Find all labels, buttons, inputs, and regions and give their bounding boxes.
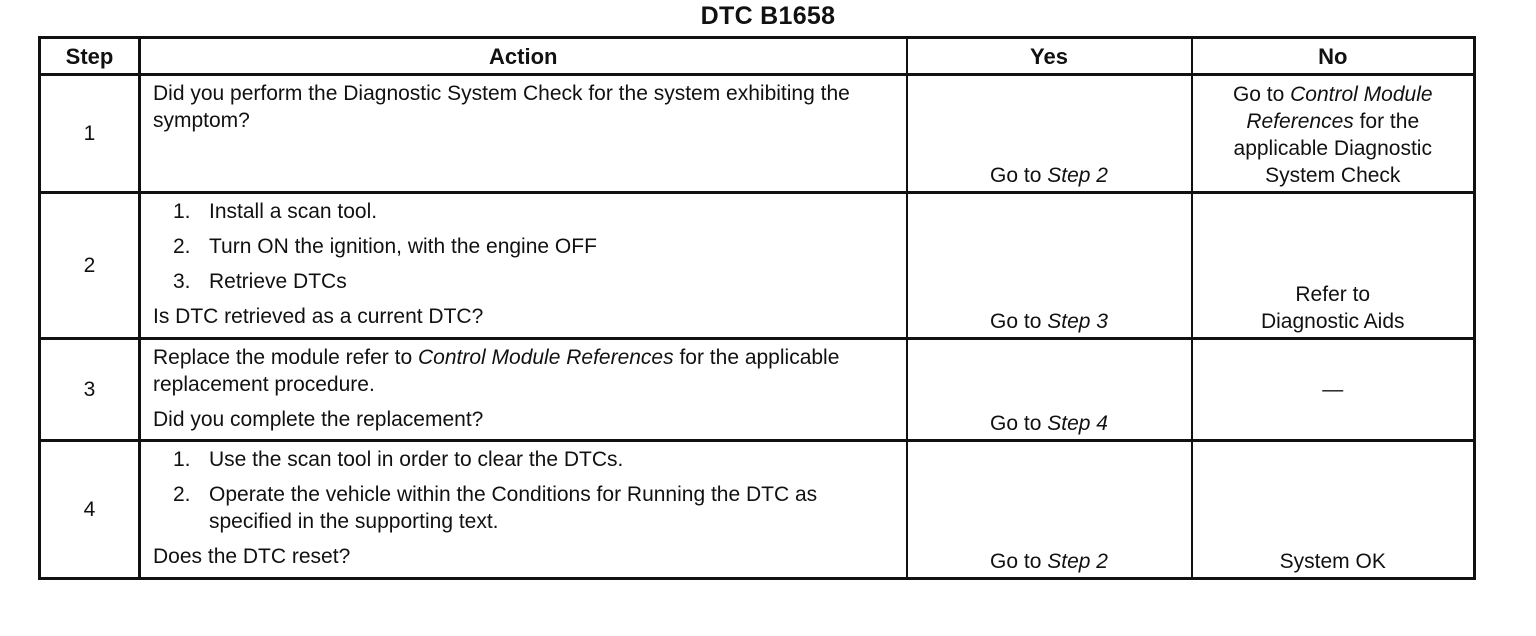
no-cell <box>1192 75 1475 193</box>
action-cell <box>140 75 907 193</box>
action-cell <box>140 193 907 339</box>
list-item-number: 2. <box>173 483 191 506</box>
header-row <box>40 38 1475 75</box>
yes-cell <box>907 441 1192 579</box>
list-item <box>153 446 894 473</box>
step-number: 2 <box>40 193 140 339</box>
page-title: DTC B1658 <box>700 2 836 30</box>
list-item-text: Retrieve DTCs <box>209 270 347 293</box>
action-text <box>153 344 894 398</box>
step-number: 3 <box>40 339 140 441</box>
action-question: Is DTC retrieved as a current DTC? <box>153 305 484 328</box>
action-cell <box>140 441 907 579</box>
step-number: 4 <box>40 441 140 579</box>
no-suffix: for the applicable Diagnostic System Check <box>1233 110 1432 187</box>
list-item-text: Use the scan tool in order to clear the DTCs. <box>209 448 624 471</box>
yes-cell <box>907 339 1192 441</box>
document-reference: Control Module References <box>1246 83 1433 133</box>
no-text: Refer to Diagnostic Aids <box>1260 283 1405 333</box>
table-row <box>40 75 1475 193</box>
yes-prefix: Go to <box>990 310 1048 333</box>
no-text: — <box>1322 378 1344 401</box>
yes-prefix: Go to <box>990 550 1048 573</box>
header-yes: Yes <box>907 38 1192 75</box>
action-steps-list <box>153 198 894 295</box>
no-prefix: Go to <box>1232 83 1291 106</box>
action-question: Does the DTC reset? <box>153 545 351 568</box>
table-row <box>40 441 1475 579</box>
yes-cell <box>907 75 1192 193</box>
step-reference: Step 3 <box>1047 310 1108 333</box>
list-item-text: Operate the vehicle within the Conditions for Running the DTC as specified in the supporting text. <box>209 483 818 533</box>
diagnostic-table <box>38 36 1476 580</box>
list-item-number: 1. <box>173 200 191 223</box>
step-reference: Step 2 <box>1047 164 1108 187</box>
document-reference: Control Module References <box>417 346 674 369</box>
list-item <box>153 198 894 225</box>
list-item-number: 2. <box>173 235 191 258</box>
action-text: Did you perform the Diagnostic System Check for the system exhibiting the symptom? <box>153 82 850 132</box>
table-row <box>40 339 1475 441</box>
no-text: System OK <box>1279 550 1386 573</box>
header-action: Action <box>140 38 907 75</box>
yes-prefix: Go to <box>990 412 1048 435</box>
list-item-number: 3. <box>173 270 191 293</box>
list-item-text: Turn ON the ignition, with the engine OFF <box>209 235 597 258</box>
step-reference: Step 4 <box>1047 412 1108 435</box>
action-cell <box>140 339 907 441</box>
table-row <box>40 193 1475 339</box>
list-item <box>153 481 894 535</box>
list-item <box>153 233 894 260</box>
list-item-text: Install a scan tool. <box>209 200 378 223</box>
yes-prefix: Go to <box>990 164 1048 187</box>
step-reference: Step 2 <box>1047 550 1108 573</box>
action-prefix: Replace the module refer to <box>153 346 418 369</box>
action-suffix: for the applicable replacement procedure. <box>153 346 840 396</box>
action-steps-list <box>153 446 894 535</box>
no-cell <box>1192 339 1475 441</box>
no-cell <box>1192 193 1475 339</box>
action-question: Did you complete the replacement? <box>153 408 484 431</box>
list-item-number: 1. <box>173 448 191 471</box>
step-number: 1 <box>40 75 140 193</box>
header-step: Step <box>40 38 140 75</box>
yes-cell <box>907 193 1192 339</box>
header-no: No <box>1192 38 1475 75</box>
list-item <box>153 268 894 295</box>
no-cell <box>1192 441 1475 579</box>
